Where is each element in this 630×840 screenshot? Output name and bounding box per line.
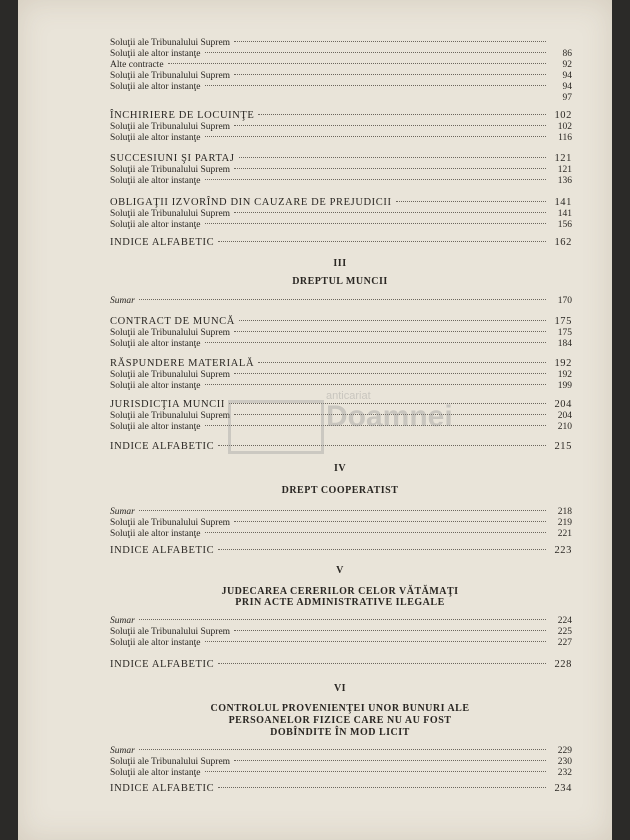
toc-page: 86 <box>562 49 572 59</box>
toc-label: Soluţii ale Tribunalului Suprem <box>110 122 231 132</box>
toc-page: 227 <box>557 638 572 648</box>
toc-label: Sumar <box>110 507 135 517</box>
watermark-text-small: anticariat <box>326 390 371 402</box>
dot-leader <box>168 63 546 64</box>
toc-heading <box>110 110 572 121</box>
toc-page: 210 <box>557 422 572 432</box>
toc-label: INDICE ALFABETIC <box>110 659 215 670</box>
toc-page: 225 <box>557 627 572 637</box>
section-number: V <box>336 565 344 576</box>
toc-entry <box>110 133 572 144</box>
toc-page: 156 <box>557 220 572 230</box>
toc-page: 199 <box>557 381 572 391</box>
toc-label: Soluţii ale Tribunalului Suprem <box>110 328 231 338</box>
toc-entry <box>110 176 572 187</box>
section-title: PRIN ACTE ADMINISTRATIVE ILEGALE <box>235 597 445 608</box>
dot-leader <box>234 630 546 631</box>
dot-leader <box>239 320 546 321</box>
toc-entry <box>110 328 572 339</box>
toc-page: 192 <box>554 358 572 369</box>
toc-label: Soluţii ale altor instanţe <box>110 176 201 186</box>
toc-page: 223 <box>554 545 572 556</box>
toc-index <box>110 545 572 556</box>
toc-page: 215 <box>554 441 572 452</box>
toc-page: 94 <box>562 82 572 92</box>
dot-leader <box>258 362 546 363</box>
section-title: DOBÎNDITE ÎN MOD LICIT <box>270 727 410 738</box>
dot-leader <box>234 331 546 332</box>
toc-label: Soluţii ale altor instanţe <box>110 82 201 92</box>
dot-leader <box>205 52 547 53</box>
toc-entry <box>110 616 572 627</box>
toc-entry <box>110 529 572 540</box>
toc-page: 234 <box>554 783 572 794</box>
toc-label: Soluţii ale Tribunalului Suprem <box>110 518 231 528</box>
watermark-frame <box>228 400 324 454</box>
toc-heading <box>110 358 572 369</box>
toc-label: INDICE ALFABETIC <box>110 237 215 248</box>
toc-label: SUCCESIUNI ŞI PARTAJ <box>110 153 235 164</box>
toc-entry <box>110 518 572 529</box>
toc-page: 229 <box>557 746 572 756</box>
dot-leader <box>218 241 546 242</box>
toc-page: 184 <box>557 339 572 349</box>
toc-label: Soluţii ale altor instanţe <box>110 529 201 539</box>
section-title: PERSOANELOR FIZICE CARE NU AU FOST <box>228 715 452 726</box>
toc-page: 102 <box>554 110 572 121</box>
dot-leader <box>234 125 546 126</box>
dot-leader <box>205 384 547 385</box>
toc-page: 228 <box>554 659 572 670</box>
dot-leader <box>234 760 546 761</box>
toc-entry <box>110 370 572 381</box>
toc-page: 175 <box>554 316 572 327</box>
toc-page: 221 <box>557 529 572 539</box>
toc-page: 102 <box>557 122 572 132</box>
toc-label: Soluţii ale altor instanţe <box>110 422 201 432</box>
toc-page: 204 <box>557 411 572 421</box>
dot-leader <box>139 510 546 511</box>
dot-leader <box>234 41 546 42</box>
toc-entry <box>110 627 572 638</box>
toc-label: Soluţii ale altor instanţe <box>110 133 201 143</box>
toc-page: 92 <box>562 60 572 70</box>
dot-leader <box>205 342 547 343</box>
toc-label: Sumar <box>110 746 135 756</box>
toc-page: 204 <box>554 399 572 410</box>
section-title: JUDECAREA CERERILOR CELOR VĂTĂMAŢI <box>221 586 459 597</box>
toc-label: Soluţii ale altor instanţe <box>110 638 201 648</box>
toc-label: JURISDICŢIA MUNCII <box>110 399 225 410</box>
toc-page: 141 <box>554 197 572 208</box>
section-title: DREPT COOPERATIST <box>281 485 399 496</box>
dot-leader <box>234 521 546 522</box>
dot-leader <box>258 114 546 115</box>
toc-page: 121 <box>554 153 572 164</box>
toc-page: 192 <box>557 370 572 380</box>
toc-entry <box>110 38 572 49</box>
toc-label: RĂSPUNDERE MATERIALĂ <box>110 358 255 369</box>
watermark-text-large: Doamnei <box>326 400 453 433</box>
dot-leader <box>205 532 547 533</box>
toc-page: 136 <box>557 176 572 186</box>
toc-label: Soluţii ale Tribunalului Suprem <box>110 71 231 81</box>
toc-entry <box>110 82 572 93</box>
toc-heading <box>110 153 572 164</box>
toc-label: Soluţii ale Tribunalului Suprem <box>110 209 231 219</box>
toc-page: 218 <box>557 507 572 517</box>
toc-label: INDICE ALFABETIC <box>110 783 215 794</box>
section-number: III <box>333 258 347 269</box>
toc-page: 175 <box>557 328 572 338</box>
toc-label: Soluţii ale altor instanţe <box>110 49 201 59</box>
toc-label: Soluţii ale Tribunalului Suprem <box>110 627 231 637</box>
toc-page: 141 <box>557 209 572 219</box>
dot-leader <box>205 179 547 180</box>
dot-leader <box>205 85 547 86</box>
toc-page: 224 <box>557 616 572 626</box>
toc-label: Soluţii ale altor instanţe <box>110 381 201 391</box>
toc-entry <box>110 71 572 82</box>
toc-entry <box>110 638 572 649</box>
toc-entry <box>110 507 572 518</box>
toc-label: Alte contracte <box>110 60 164 70</box>
toc-page: 121 <box>557 165 572 175</box>
section-title: DREPTUL MUNCII <box>292 276 388 287</box>
dot-leader <box>139 619 546 620</box>
toc-label: INDICE ALFABETIC <box>110 441 215 452</box>
toc-page: 97 <box>562 93 572 103</box>
toc-label: INDICE ALFABETIC <box>110 545 215 556</box>
toc-label: Soluţii ale Tribunalului Suprem <box>110 165 231 175</box>
watermark-logo <box>228 390 453 460</box>
toc-entry <box>110 757 572 768</box>
toc-label: Sumar <box>110 296 135 306</box>
toc-entry <box>110 768 572 779</box>
book-page <box>18 0 612 840</box>
toc-index <box>110 659 572 670</box>
toc-entry <box>110 339 572 350</box>
toc-entry <box>110 220 572 231</box>
toc-label: Soluţii ale Tribunalului Suprem <box>110 411 231 421</box>
toc-label: Soluţii ale altor instanţe <box>110 220 201 230</box>
toc-index <box>110 237 572 248</box>
section-number: VI <box>333 683 347 694</box>
dot-leader <box>139 749 546 750</box>
toc-label: Soluţii ale altor instanţe <box>110 339 201 349</box>
toc-entry <box>110 60 572 71</box>
dot-leader <box>205 223 547 224</box>
toc-heading <box>110 316 572 327</box>
toc-label: ÎNCHIRIERE DE LOCUINŢE <box>110 110 255 121</box>
dot-leader <box>205 771 547 772</box>
toc-label: Soluţii ale altor instanţe <box>110 768 201 778</box>
toc-entry <box>110 209 572 220</box>
dot-leader <box>218 549 546 550</box>
toc-page: 94 <box>562 71 572 81</box>
section-number: IV <box>333 463 347 474</box>
toc-page: 230 <box>557 757 572 767</box>
toc-entry <box>110 746 572 757</box>
toc-label: Sumar <box>110 616 135 626</box>
section-title: CONTROLUL PROVENIENŢEI UNOR BUNURI ALE <box>210 703 470 714</box>
toc-page: 219 <box>557 518 572 528</box>
toc-entry <box>110 49 572 60</box>
dot-leader <box>396 201 546 202</box>
toc-page: 170 <box>557 296 572 306</box>
toc-label: CONTRACT DE MUNCĂ <box>110 316 235 327</box>
dot-leader <box>218 663 546 664</box>
toc-label: Soluţii ale Tribunalului Suprem <box>110 370 231 380</box>
dot-leader <box>239 157 546 158</box>
dot-leader <box>234 373 546 374</box>
dot-leader <box>218 787 546 788</box>
toc-entry <box>110 296 572 307</box>
toc-index <box>110 783 572 794</box>
toc-page: 232 <box>557 768 572 778</box>
dot-leader <box>205 641 547 642</box>
toc-label: Soluţii ale Tribunalului Suprem <box>110 38 231 48</box>
toc-heading <box>110 197 572 208</box>
toc-label: OBLIGAŢII IZVORÎND DIN CAUZARE DE PREJUDICII <box>110 197 392 208</box>
dot-leader <box>234 168 546 169</box>
toc-page: 116 <box>558 133 572 143</box>
toc-entry <box>110 122 572 133</box>
toc-entry <box>110 165 572 176</box>
toc-entry <box>110 93 572 104</box>
dot-leader <box>205 136 547 137</box>
dot-leader <box>234 74 546 75</box>
dot-leader <box>139 299 546 300</box>
toc-label: Soluţii ale Tribunalului Suprem <box>110 757 231 767</box>
toc-page: 162 <box>554 237 572 248</box>
dot-leader <box>234 212 546 213</box>
